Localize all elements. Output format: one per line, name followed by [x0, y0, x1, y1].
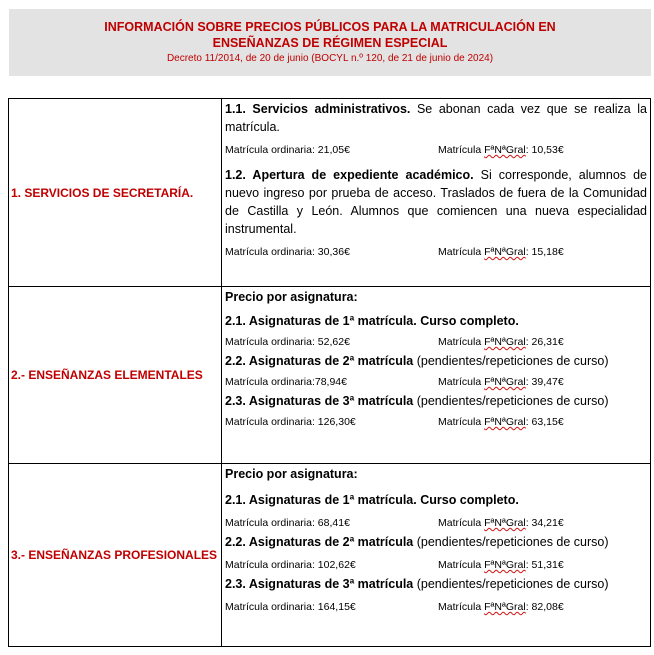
item-description: Si corresponde, alumnos de nuevo ingreso por prueba de acceso. Traslados de fuera de la Comunidad de Castilla y León. Alumnos que comiencen una nueva especialidad instrumental. [225, 168, 647, 236]
item-description: (pendientes/repeticiones de curso) [413, 535, 609, 549]
price-row [225, 245, 647, 259]
fng-label: FªNªGral [484, 559, 526, 571]
fng-label: FªNªGral [484, 517, 526, 529]
fng-price: Matrícula FªNªGral: 10,53€ [438, 144, 564, 156]
item-description: (pendientes/repeticiones de curso) [413, 394, 609, 408]
ordinary-price: Matrícula ordinaria: 52,62€ [225, 336, 350, 348]
fng-price: Matrícula FªNªGral: 34,21€ [438, 517, 564, 529]
header-title-line2: ENSEÑANZAS DE RÉGIMEN ESPECIAL [212, 36, 448, 50]
fng-price: Matrícula FªNªGral: 26,31€ [438, 336, 564, 348]
document-header [9, 9, 651, 76]
item-text [225, 100, 647, 136]
fng-label: FªNªGral [484, 336, 526, 348]
ordinary-price: Matrícula ordinaria: 21,05€ [225, 144, 350, 156]
section-title: 2.- ENSEÑANZAS ELEMENTALES [11, 368, 203, 382]
ordinary-price: Matrícula ordinaria: 164,15€ [225, 601, 356, 613]
item-text [225, 352, 647, 370]
item-heading: 2.2. Asignaturas de 2ª matrícula [225, 354, 414, 368]
fng-label: FªNªGral [484, 246, 526, 258]
item-heading: 2.3. Asignaturas de 3ª matrícula [225, 394, 414, 408]
fng-label: FªNªGral [484, 144, 526, 156]
fng-price: Matrícula FªNªGral: 15,18€ [438, 246, 564, 258]
ordinary-price: Matrícula ordinaria: 68,41€ [225, 517, 350, 529]
price-row [225, 600, 647, 614]
item-heading: 2.1. Asignaturas de 1ª matrícula. Curso completo. [225, 314, 519, 328]
ordinary-price: Matrícula ordinaria: 102,62€ [225, 559, 356, 571]
section-title-cell [9, 464, 222, 647]
item-description: (pendientes/repeticiones de curso) [413, 577, 609, 591]
section-title-cell [9, 287, 222, 464]
price-row [225, 558, 647, 572]
item-text [225, 166, 647, 238]
item-heading: 1.1. Servicios administrativos. [225, 102, 411, 116]
item-text [225, 491, 647, 509]
item-text [225, 392, 647, 410]
price-row [225, 143, 647, 157]
section-content [222, 287, 651, 464]
fng-price: Matrícula FªNªGral: 82,08€ [438, 601, 564, 613]
item-description: (pendientes/repeticiones de curso) [413, 354, 609, 368]
ordinary-price: Matrícula ordinaria:78,94€ [225, 376, 347, 388]
item-heading: 1.2. Apertura de expediente académico. [225, 168, 474, 182]
section-intro: Precio por asignatura: [225, 467, 358, 481]
item-description: Se abonan cada vez que se realiza la matrícula. [225, 102, 648, 134]
fng-price: Matrícula FªNªGral: 63,15€ [438, 416, 564, 428]
header-title-line1: INFORMACIÓN SOBRE PRECIOS PÚBLICOS PARA LA MATRICULACIÓN EN [104, 20, 556, 34]
item-text [225, 575, 647, 593]
table-row [9, 287, 651, 464]
fng-label: FªNªGral [484, 601, 526, 613]
price-row [225, 335, 647, 349]
fng-label: FªNªGral [484, 376, 526, 388]
fng-price: Matrícula FªNªGral: 39,47€ [438, 376, 564, 388]
section-content [222, 99, 651, 287]
ordinary-price: Matrícula ordinaria: 126,30€ [225, 416, 356, 428]
fng-price: Matrícula FªNªGral: 51,31€ [438, 559, 564, 571]
section-content [222, 464, 651, 647]
item-heading: 2.1. Asignaturas de 1ª matrícula. Curso completo. [225, 493, 519, 507]
prices-table [8, 98, 651, 647]
item-heading: 2.2. Asignaturas de 2ª matrícula [225, 535, 414, 549]
section-title-cell [9, 99, 222, 287]
section-title: 1. SERVICIOS DE SECRETARÍA. [11, 185, 194, 200]
ordinary-price: Matrícula ordinaria: 30,36€ [225, 246, 350, 258]
section-intro: Precio por asignatura: [225, 290, 358, 304]
table-row [9, 464, 651, 647]
item-text [225, 533, 647, 551]
price-row [225, 375, 647, 389]
table-row [9, 99, 651, 287]
item-heading: 2.3. Asignaturas de 3ª matrícula [225, 577, 414, 591]
price-row [225, 415, 647, 429]
section-title: 3.- ENSEÑANZAS PROFESIONALES [11, 548, 218, 562]
header-decree: Decreto 11/2014, de 20 de junio (BOCYL n.º 120, de 21 de junio de 2024) [166, 53, 494, 64]
fng-label: FªNªGral [484, 416, 526, 428]
price-row [225, 516, 647, 530]
item-text [225, 312, 647, 330]
